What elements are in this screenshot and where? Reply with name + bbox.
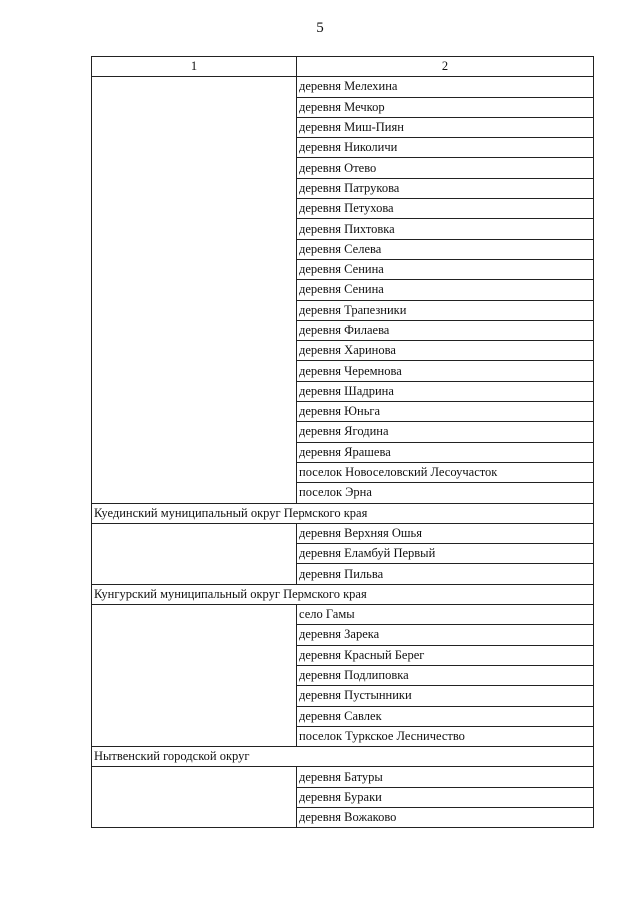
- settlement-cell: деревня Черемнова: [297, 361, 594, 381]
- district-row: [92, 503, 594, 523]
- settlement-cell: деревня Ярашева: [297, 442, 594, 462]
- settlement-cell: деревня Ягодина: [297, 422, 594, 442]
- table-header-row: [92, 57, 594, 77]
- settlement-cell: деревня Селева: [297, 239, 594, 259]
- settlement-cell: деревня Савлек: [297, 706, 594, 726]
- page-number: 5: [316, 20, 324, 36]
- settlement-cell: поселок Эрна: [297, 483, 594, 503]
- settlement-cell: деревня Подлиповка: [297, 665, 594, 685]
- settlement-cell: деревня Отево: [297, 158, 594, 178]
- settlement-cell: деревня Миш-Пиян: [297, 117, 594, 137]
- table-row: [92, 523, 594, 543]
- settlement-cell: поселок Новоселовский Лесоучасток: [297, 462, 594, 482]
- settlement-cell: деревня Еламбуй Первый: [297, 544, 594, 564]
- settlement-cell: деревня Петухова: [297, 199, 594, 219]
- district-cell: [92, 523, 297, 584]
- settlement-cell: деревня Пихтовка: [297, 219, 594, 239]
- district-title: Нытвенский городской округ: [92, 747, 594, 767]
- settlement-cell: деревня Патрукова: [297, 178, 594, 198]
- settlement-cell: село Гамы: [297, 605, 594, 625]
- district-cell: [92, 767, 297, 828]
- settlement-cell: поселок Туркское Лесничество: [297, 726, 594, 746]
- settlement-cell: деревня Трапезники: [297, 300, 594, 320]
- district-title: Кунгурский муниципальный округ Пермского края: [92, 584, 594, 604]
- settlement-cell: деревня Бураки: [297, 787, 594, 807]
- settlement-cell: деревня Мелехина: [297, 77, 594, 97]
- settlement-cell: деревня Пильва: [297, 564, 594, 584]
- district-cell: [92, 605, 297, 747]
- table-row: [92, 767, 594, 787]
- settlement-cell: деревня Мечкор: [297, 97, 594, 117]
- district-cell: [92, 77, 297, 503]
- settlement-cell: деревня Вожаково: [297, 807, 594, 827]
- table-body: [92, 57, 594, 828]
- settlement-cell: деревня Верхняя Ошья: [297, 523, 594, 543]
- table-row: [92, 605, 594, 625]
- settlement-cell: деревня Красный Берег: [297, 645, 594, 665]
- settlement-cell: деревня Сенина: [297, 280, 594, 300]
- district-row: [92, 747, 594, 767]
- column-header-1: 1: [92, 57, 297, 77]
- settlement-cell: деревня Юньга: [297, 402, 594, 422]
- settlement-cell: деревня Сенина: [297, 259, 594, 279]
- column-header-2: 2: [297, 57, 594, 77]
- settlement-cell: деревня Зарека: [297, 625, 594, 645]
- settlement-cell: деревня Николичи: [297, 138, 594, 158]
- settlement-cell: деревня Филаева: [297, 320, 594, 340]
- settlement-cell: деревня Шадрина: [297, 381, 594, 401]
- settlements-table: [91, 56, 594, 828]
- settlement-cell: деревня Харинова: [297, 341, 594, 361]
- district-row: [92, 584, 594, 604]
- table-row: [92, 77, 594, 97]
- district-title: Куединский муниципальный округ Пермского края: [92, 503, 594, 523]
- settlement-cell: деревня Пустынники: [297, 686, 594, 706]
- settlement-cell: деревня Батуры: [297, 767, 594, 787]
